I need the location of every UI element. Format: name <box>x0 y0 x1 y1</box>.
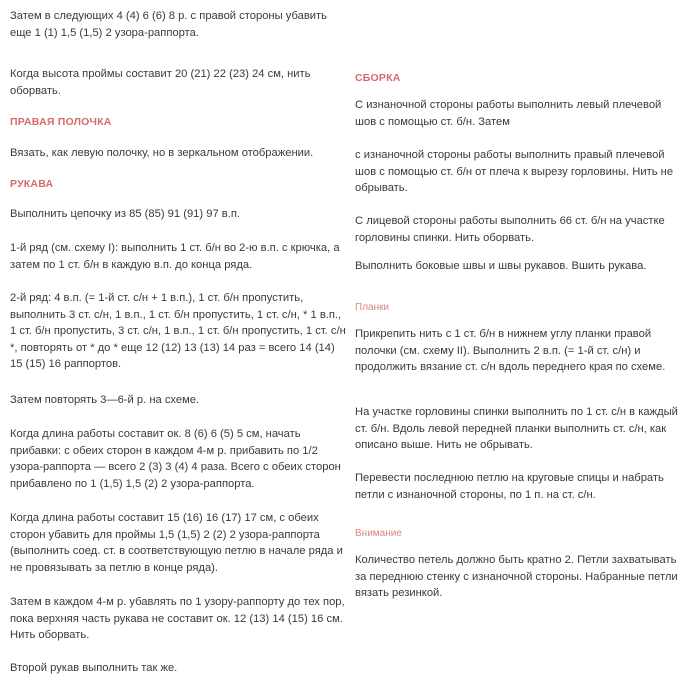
paragraph: Перевести последнюю петлю на круговые спицы и набрать петли с изнаночной стороны, по 1 п. на ст. с/н. <box>355 472 664 501</box>
paragraph: Когда длина работы составит ок. 8 (6) 6 (5) 5 см, начать прибавки: с обеих сторон в каждом 4-м р. прибавить по 1/2 узора-раппорта — всего 2 (3) 3 (4) 4 раза. Всего с обеих сторон прибавлено по 1 (1,5) 1,5 (2) 2 узора-раппорта. <box>10 428 341 490</box>
section-heading-right-front: ПРАВАЯ ПОЛОЧКА <box>10 116 112 128</box>
section-heading-attention: Внимание <box>355 528 402 539</box>
paragraph: Когда длина работы составит 15 (16) 16 (17) 17 см, с обеих сторон убавить для проймы 1,5 (1,5) 2 (2) 2 узора-раппорта (выполнить соед. ст. в соответствующую петлю в начале ряда и не провязывать за петлю в конце ряда). <box>10 512 343 574</box>
paragraph: 1-й ряд (см. схему I): выполнить 1 ст. б/н во 2-ю в.п. с крючка, а затем по 1 ст. б/н в каждую в.п. до конца ряда. <box>10 242 340 271</box>
paragraph: С изнаночной стороны работы выполнить левый плечевой шов с помощью ст. б/н. Затем <box>355 99 662 128</box>
paragraph: Вязать, как левую полочку, но в зеркальном отображении. <box>10 147 314 159</box>
paragraph: Затем в следующих 4 (4) 6 (6) 8 р. с правой стороны убавить еще 1 (1) 1,5 (1,5) 2 узора-раппорта. <box>10 10 327 39</box>
paragraph: С лицевой стороны работы выполнить 66 ст. б/н на участке горловины спинки. Нить оборвать. <box>355 215 665 244</box>
paragraph: Когда высота проймы составит 20 (21) 22 (23) 24 см, нить оборвать. <box>10 68 311 97</box>
paragraph: Второй рукав выполнить так же. <box>10 662 178 674</box>
paragraph: с изнаночной стороны работы выполнить правый плечевой шов с помощью ст. б/н от плеча к вырезу горловины. Нить не обрывать. <box>355 149 674 194</box>
paragraph: Затем повторять 3—6-й р. на схеме. <box>10 394 200 406</box>
paragraph: Затем в каждом 4-м р. убавлять по 1 узору-раппорту до тех пор, пока верхняя часть рукава не составит ок. 12 (13) 14 (15) 16 см. Нить оборвать. <box>10 596 345 641</box>
paragraph: Количество петель должно быть кратно 2. Петли захватывать за переднюю стенку с изнаночной стороны. Набранные петли вязать резинкой. <box>355 554 678 599</box>
section-heading-sleeves: РУКАВА <box>10 178 54 190</box>
section-heading-bands: Планки <box>355 302 390 313</box>
paragraph: На участке горловины спинки выполнить по 1 ст. с/н в каждый ст. б/н. Вдоль левой передней планки выполнить ст. с/н, как описано выше. Нить не обрывать. <box>355 406 678 451</box>
paragraph: Выполнить боковые швы и швы рукавов. Вшить рукава. <box>355 260 647 272</box>
paragraph: Выполнить цепочку из 85 (85) 91 (91) 97 в.п. <box>10 208 241 220</box>
paragraph: Прикрепить нить с 1 ст. б/н в нижнем углу планки правой полочки (см. схему II). Выполнить 2 в.п. (= 1-й ст. с/н) и продолжить вязание ст. с/н вдоль переднего края по схеме. <box>355 328 666 373</box>
paragraph: 2-й ряд: 4 в.п. (= 1-й ст. с/н + 1 в.п.), 1 ст. б/н пропустить, выполнить 3 ст. с/н, 1 в.п., 1 ст. б/н пропустить, 1 ст. с/н, * 1 в.п., 1 ст. б/н пропустить, 3 ст. с/н, 1 в.п., 1 ст. б/н пропустить, 1 ст. с/н *, повторять от * до * еще 12 (12) 13 (13) 14 раз = всего 14 (14) 15 (15) 16 раппортов. <box>10 292 346 370</box>
section-heading-assembly: СБОРКА <box>355 72 401 84</box>
